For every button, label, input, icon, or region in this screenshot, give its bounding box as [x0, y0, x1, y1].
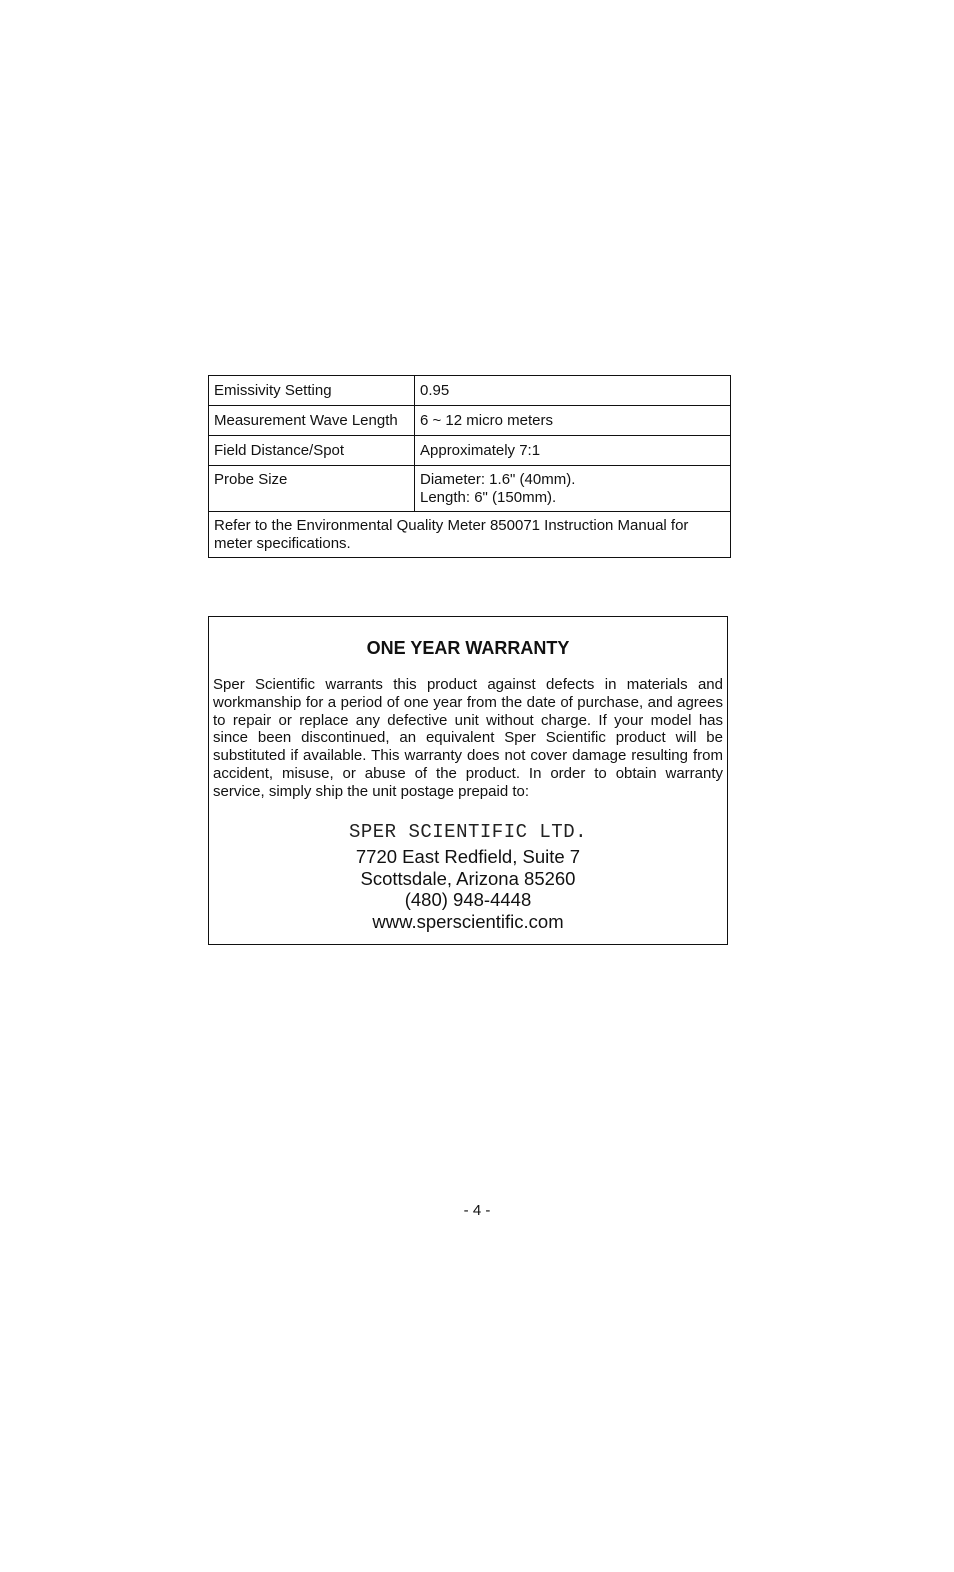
spec-row-probe-size — [209, 466, 731, 512]
address-street: 7720 East Redfield, Suite 7 — [355, 846, 581, 867]
spec-value-line1: Diameter: 1.6" (40mm). — [420, 471, 576, 488]
company-address — [209, 846, 727, 933]
spec-label: Field Distance/Spot — [209, 436, 415, 466]
spec-row-note — [209, 512, 731, 558]
spec-label: Emissivity Setting — [209, 376, 415, 406]
warranty-title: ONE YEAR WARRANTY — [366, 638, 570, 658]
address-city: Scottsdale, Arizona 85260 — [360, 867, 576, 889]
spec-row-field-distance — [209, 436, 731, 466]
warranty-box — [208, 616, 728, 945]
company-name: SPER SCIENTIFIC LTD. — [348, 821, 588, 843]
spec-row-wave-length — [209, 406, 731, 436]
spec-value-line2: Length: 6" (150mm). — [420, 489, 557, 506]
company-phone: (480) 948-4448 — [404, 889, 532, 911]
company-website: www.sperscientific.com — [372, 911, 564, 933]
spec-value: Approximately 7:1 — [415, 436, 731, 466]
spec-value: 0.95 — [415, 376, 731, 406]
specifications-table — [208, 375, 731, 558]
spec-note: Refer to the Environmental Quality Meter 850071 Instruction Manual for meter specifications. — [209, 512, 731, 558]
page-number: - 4 - — [463, 1202, 491, 1219]
spec-row-emissivity — [209, 376, 731, 406]
warranty-body-text: Sper Scientific warrants this product against defects in materials and workmanship for a period of one year from the date of purchase, and agrees to repair or replace any defective unit without charge. If your model has since been discontinued, an equivalent Sper Scientific product will be substituted if available. This warranty does not cover damage resulting from accident, misuse, or abuse of the product. In order to obtain warranty service, simply ship the unit postage prepaid to: — [213, 676, 723, 800]
spec-value: 6 ~ 12 micro meters — [415, 406, 731, 436]
spec-label: Measurement Wave Length — [209, 406, 415, 436]
spec-label: Probe Size — [209, 466, 415, 512]
spec-value — [415, 466, 731, 512]
